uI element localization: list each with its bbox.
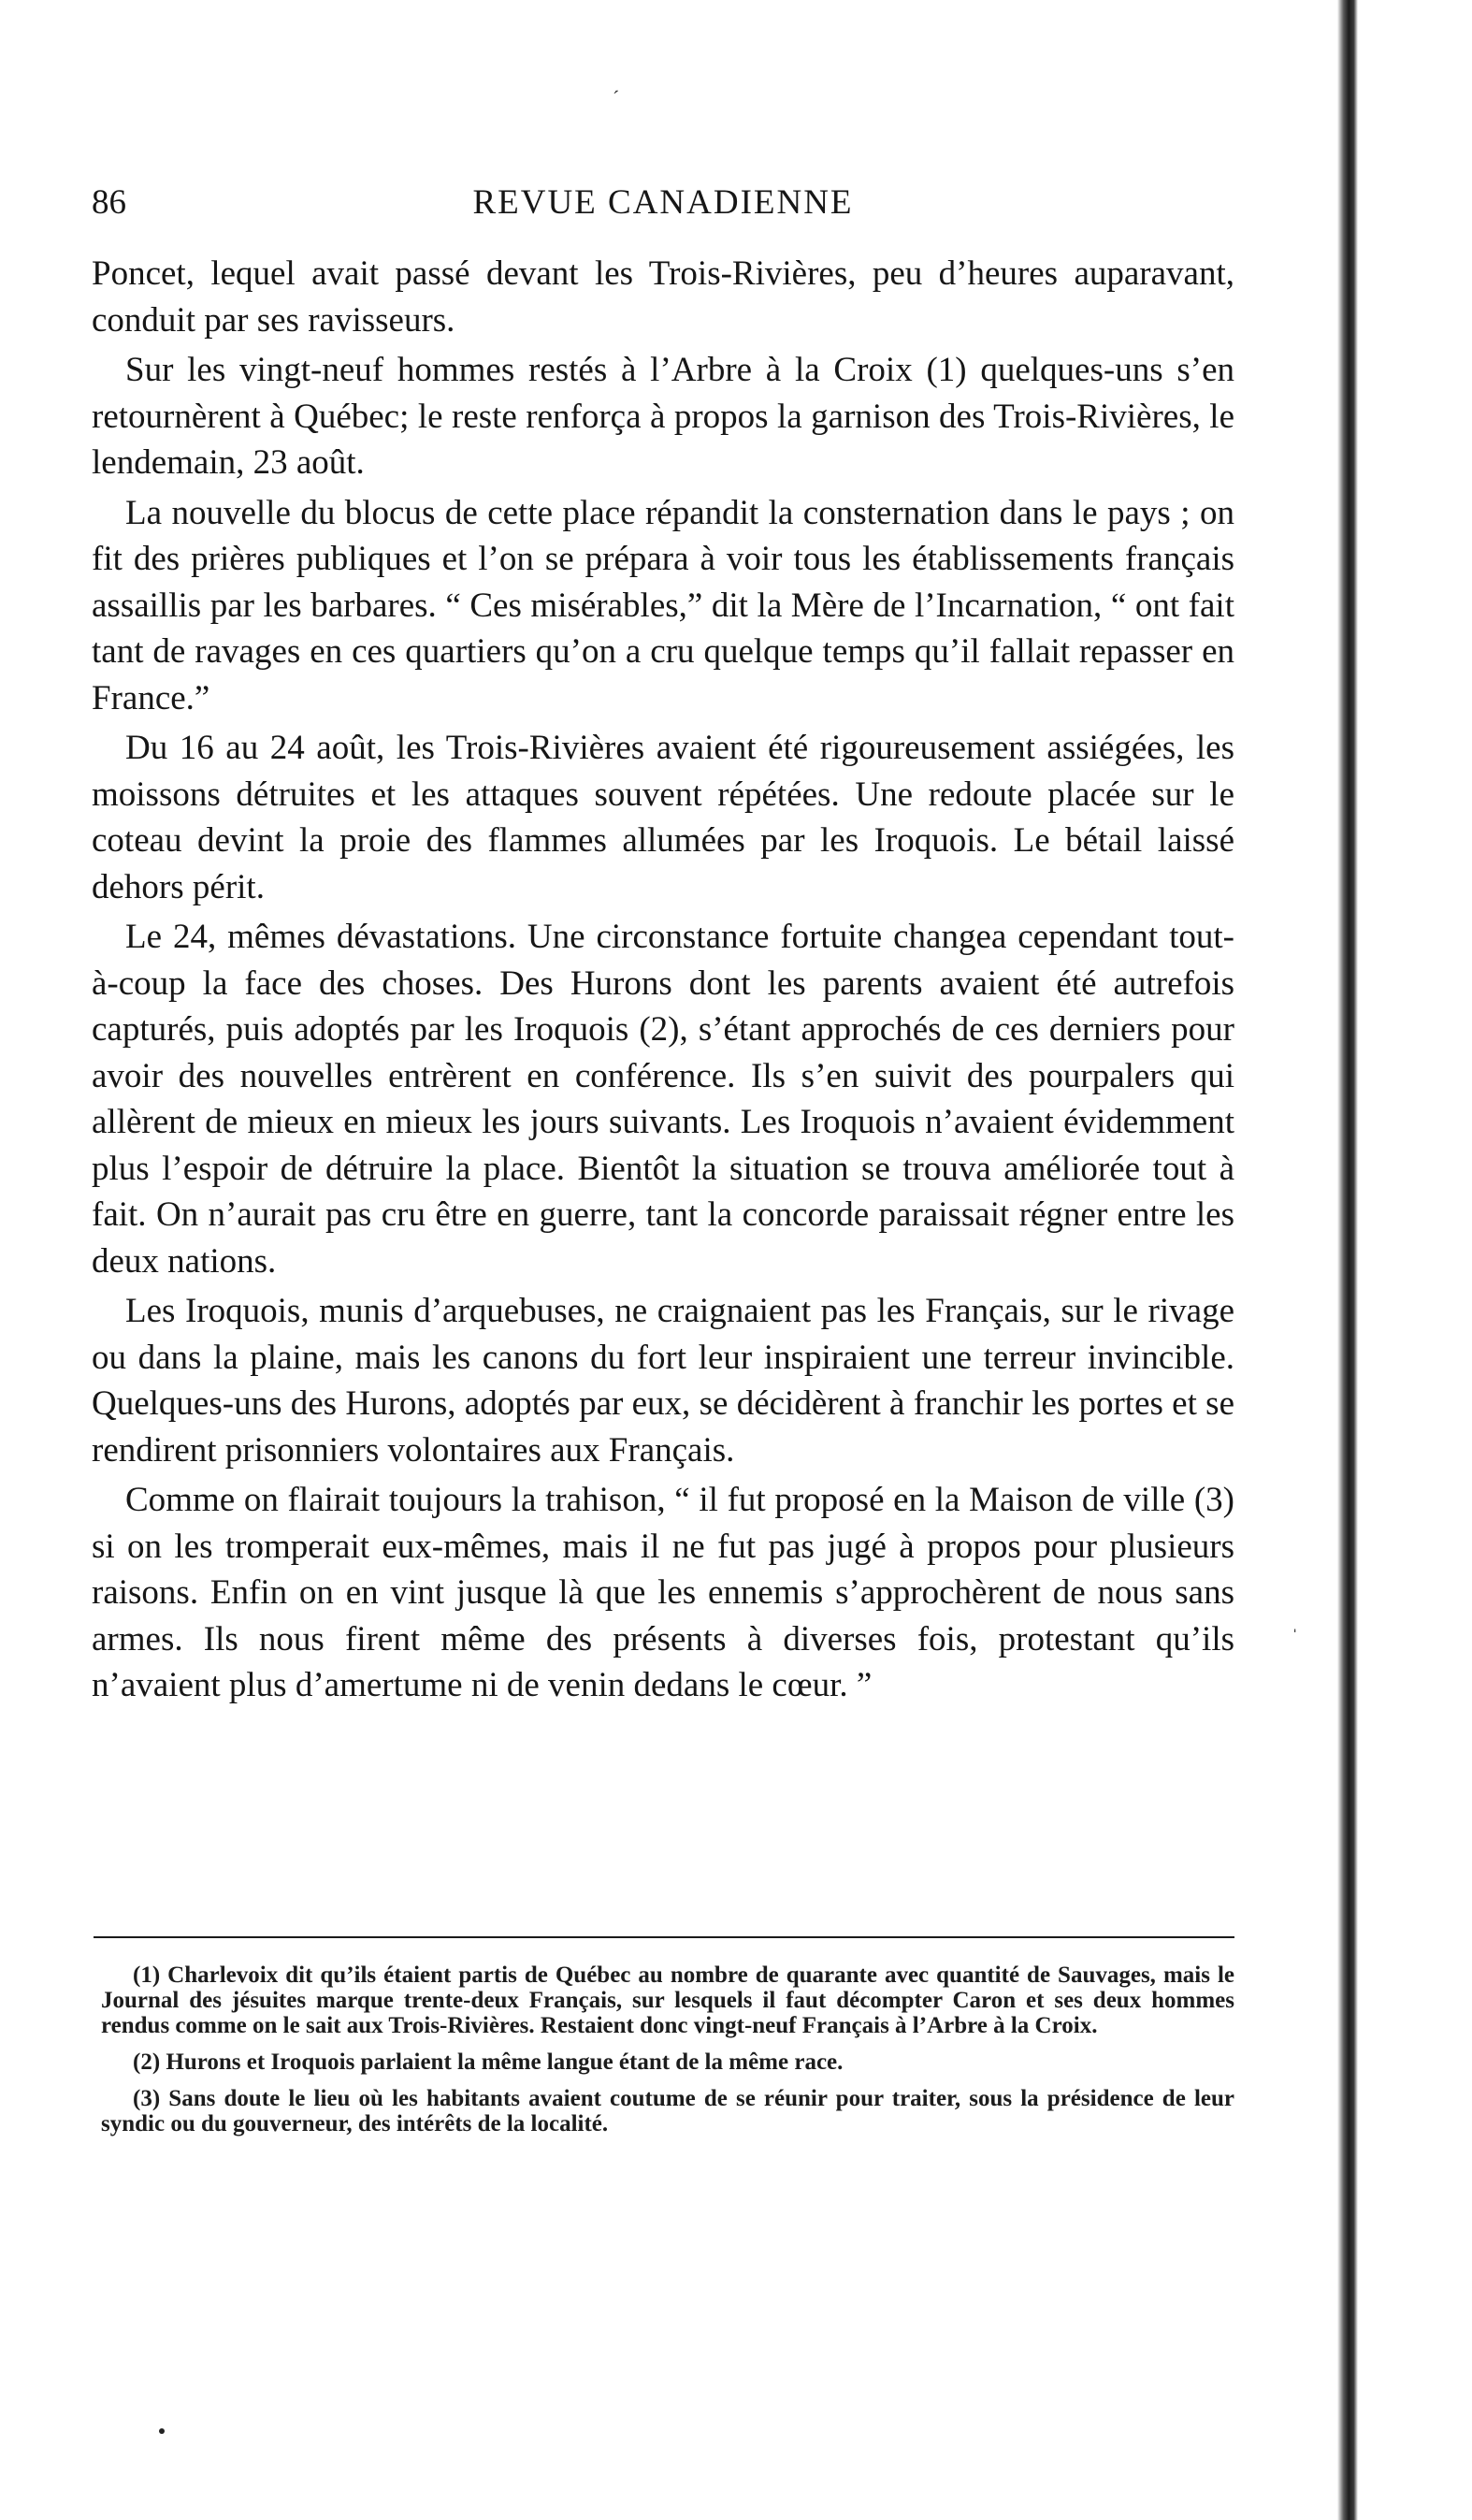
main-text [92,251,1234,1713]
paragraph: Le 24, mêmes dévastations. Une circonstance fortuite changea cependant tout-à-coup la face des choses. Des Hurons dont les parents avaient été autrefois capturés, puis adoptés par les Iroquois (2), s’étant approchés de ces derniers pour avoir des nouvelles entrèrent en conférence. Ils s’en suivit des pourpalers qui allèrent de mieux en mieux les jours suivants. Les Iroquois n’avaient évidemment plus l’espoir de détruire la place. Bientôt la situation se trouva améliorée tout à fait. On n’aurait pas cru être en guerre, tant la concorde paraissait régner entre les deux nations. [92,918,1234,1281]
book-spine-shadow [1337,0,1358,2520]
footnote-1: (1) Charlevoix dit qu’ils étaient partis de Québec au nombre de quarante avec quantité de Sauvages, mais le Journal des jésuites marque trente-deux Français, sur lesquels il faut décompter Caron et ses deux hommes rendus comme on le sait aux Trois-Rivières. Restaient donc vingt-neuf Français à l’Arbre à la Croix. [101,1962,1234,2038]
footnote-rule [94,1936,1234,1938]
footnote-2: (2) Hurons et Iroquois parlaient la même langue étant de la même race. [133,2049,844,2075]
paragraph: Comme on flairait toujours la trahison, “ il fut proposé en la Maison de ville (3) si on les tromperait eux-mêmes, mais il ne fut pas jugé à propos pour plusieurs raisons. Enfin on en vint jusque là que les ennemis s’approchèrent de nous sans armes. Ils nous firent même des présents à diverses fois, protestant qu’ils n’avaient plus d’amertume ni de venin dedans le cœur. ” [92,1481,1234,1704]
scan-mark: ˊ [613,86,620,109]
page-header [92,182,1234,227]
scan-mark: ˌ [1292,1609,1299,1632]
running-head: REVUE CANADIENNE [472,183,854,222]
ink-dot [159,2428,165,2434]
footnotes [101,1962,1234,2148]
footnote-3: (3) Sans doute le lieu où les habitants avaient coutume de se réunir pour traiter, sous la présidence de leur syndic ou du gouverneur, des intérêts de la localité. [101,2086,1234,2136]
paragraph: La nouvelle du blocus de cette place répandit la consternation dans le pays ; on fit des prières publiques et l’on se prépara à voir tous les établissements français assaillis par les barbares. “ Ces misérables,” dit la Mère de l’Incarnation, “ ont fait tant de ravages en ces quartiers qu’on a cru quelque temps qu’il fallait repasser en France.” [92,493,1234,717]
paragraph: Sur les vingt-neuf hommes restés à l’Arbre à la Croix (1) quelques-uns s’en retournèrent à Québec; le reste renforça à propos la garnison des Trois-Rivières, le lendemain, 23 août. [92,351,1234,482]
paragraph: Du 16 au 24 août, les Trois-Rivières avaient été rigoureusement assiégées, les moissons détruites et les attaques souvent répétées. Une redoute placée sur le coteau devint la proie des flammes allumées par les Iroquois. Le bétail laissé dehors périt. [92,729,1234,906]
paragraph: Poncet, lequel avait passé devant les Trois-Rivières, peu d’heures auparavant, conduit par ses ravisseurs. [92,254,1234,340]
paragraph: Les Iroquois, munis d’arquebuses, ne craignaient pas les Français, sur le rivage ou dans la plaine, mais les canons du fort leur inspiraient une terreur invincible. Quelques-uns des Hurons, adoptés par eux, se décidèrent à franchir les portes et se rendirent prisonniers volontaires aux Français. [92,1292,1234,1470]
page-number: 86 [92,183,126,222]
